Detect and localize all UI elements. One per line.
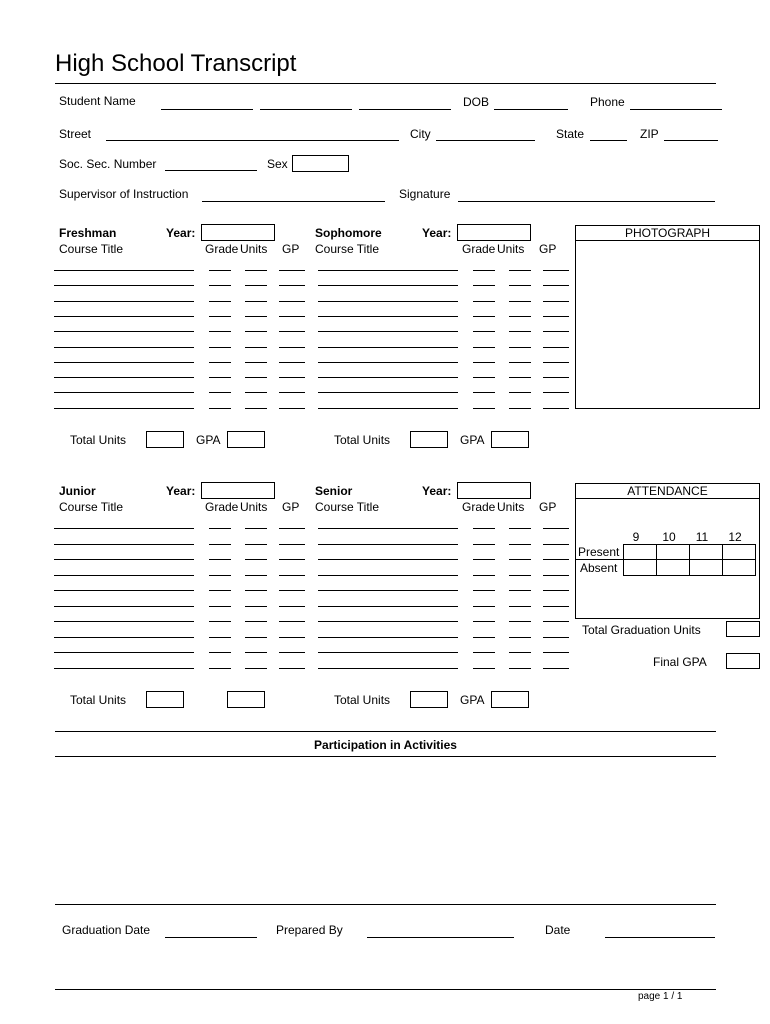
student-name-field-1[interactable]	[161, 109, 253, 110]
freshman-grade-field[interactable]	[209, 270, 231, 271]
sophomore-grade-field[interactable]	[473, 362, 495, 363]
freshman-gp-field[interactable]	[279, 377, 305, 378]
freshman-course-title-field[interactable]	[54, 285, 194, 286]
page-title: High School Transcript	[55, 50, 297, 77]
final-gpa-field[interactable]	[726, 653, 760, 669]
junior-course-title-field[interactable]	[54, 637, 194, 638]
junior-course-title-field[interactable]	[54, 590, 194, 591]
freshman-total-units-label: Total Units	[70, 433, 127, 447]
senior-year-label: Year:	[422, 484, 452, 498]
attendance-header-divider	[575, 498, 760, 499]
freshman-gpa-field[interactable]	[227, 431, 265, 448]
senior-gpa-label: GPA	[460, 693, 485, 707]
sex-field[interactable]	[292, 155, 349, 172]
senior-units-field[interactable]	[509, 575, 531, 576]
sophomore-gp-field[interactable]	[543, 408, 569, 409]
senior-course-title-field[interactable]	[318, 668, 458, 669]
sophomore-units-field[interactable]	[509, 362, 531, 363]
attendance-present-label: Present	[578, 545, 620, 559]
freshman-units-field[interactable]	[245, 362, 267, 363]
senior-units-field[interactable]	[509, 652, 531, 653]
sophomore-units-field[interactable]	[509, 285, 531, 286]
sophomore-course-title-field[interactable]	[318, 331, 458, 332]
senior-course-title-field[interactable]	[318, 637, 458, 638]
street-label: Street	[59, 127, 92, 141]
attendance-present-10[interactable]	[656, 544, 690, 560]
sophomore-total-units-label: Total Units	[334, 433, 391, 447]
sophomore-grade-field[interactable]	[473, 316, 495, 317]
senior-units-field[interactable]	[509, 606, 531, 607]
freshman-units-field[interactable]	[245, 392, 267, 393]
senior-gp-field[interactable]	[543, 621, 569, 622]
sophomore-course-title-field[interactable]	[318, 377, 458, 378]
freshman-grade-field[interactable]	[209, 392, 231, 393]
activities-end-divider	[55, 904, 716, 905]
sex-label: Sex	[267, 157, 288, 171]
junior-units-field[interactable]	[245, 606, 267, 607]
attendance-absent-10[interactable]	[656, 559, 690, 576]
senior-course-title-field[interactable]	[318, 575, 458, 576]
senior-course-title-field[interactable]	[318, 621, 458, 622]
senior-course-title-field[interactable]	[318, 544, 458, 545]
junior-units-field[interactable]	[245, 590, 267, 591]
student-name-field-2[interactable]	[260, 109, 352, 110]
freshman-grade-field[interactable]	[209, 408, 231, 409]
senior-units-field[interactable]	[509, 590, 531, 591]
student-name-field-3[interactable]	[359, 109, 451, 110]
attendance-present-11[interactable]	[689, 544, 723, 560]
sophomore-heading: Sophomore	[315, 226, 382, 240]
junior-grade-field[interactable]	[209, 621, 231, 622]
signature-field[interactable]	[458, 201, 715, 202]
senior-total-units-field[interactable]	[410, 691, 448, 708]
freshman-heading: Freshman	[59, 226, 117, 240]
senior-units-field[interactable]	[509, 528, 531, 529]
freshman-units-header: Units	[240, 242, 268, 256]
junior-gp-field[interactable]	[279, 575, 305, 576]
street-field[interactable]	[106, 140, 399, 141]
junior-heading: Junior	[59, 484, 96, 498]
attendance-absent-12[interactable]	[722, 559, 756, 576]
date-field[interactable]	[605, 937, 715, 938]
senior-grade-field[interactable]	[473, 544, 495, 545]
ssn-label: Soc. Sec. Number	[59, 157, 157, 171]
junior-units-field[interactable]	[245, 575, 267, 576]
footer-divider	[55, 989, 716, 990]
junior-grade-field[interactable]	[209, 575, 231, 576]
dob-label: DOB	[463, 95, 490, 109]
signature-label: Signature	[399, 187, 451, 201]
sophomore-year-field[interactable]	[457, 224, 531, 241]
junior-grade-field[interactable]	[209, 544, 231, 545]
sophomore-course-title-field[interactable]	[318, 347, 458, 348]
prepared-by-label: Prepared By	[276, 923, 343, 937]
junior-gp-field[interactable]	[279, 544, 305, 545]
sophomore-course-title-field[interactable]	[318, 301, 458, 302]
activities-area[interactable]	[55, 758, 716, 902]
sophomore-gp-field[interactable]	[543, 270, 569, 271]
senior-units-header: Units	[497, 500, 525, 514]
attendance-year-10: 10	[662, 530, 676, 544]
city-field[interactable]	[436, 140, 535, 141]
freshman-year-field[interactable]	[201, 224, 275, 241]
supervisor-label: Supervisor of Instruction	[59, 187, 189, 201]
state-label: State	[556, 127, 585, 141]
junior-course-title-field[interactable]	[54, 621, 194, 622]
junior-units-field[interactable]	[245, 637, 267, 638]
sophomore-units-field[interactable]	[509, 408, 531, 409]
junior-units-field[interactable]	[245, 652, 267, 653]
freshman-course-title-field[interactable]	[54, 316, 194, 317]
attendance-absent-11[interactable]	[689, 559, 723, 576]
date-label: Date	[545, 923, 571, 937]
activities-heading: Participation in Activities	[314, 738, 457, 752]
freshman-grade-field[interactable]	[209, 362, 231, 363]
senior-gp-header: GP	[539, 500, 557, 514]
senior-grade-field[interactable]	[473, 637, 495, 638]
senior-grade-field[interactable]	[473, 652, 495, 653]
sophomore-grade-field[interactable]	[473, 377, 495, 378]
freshman-grade-field[interactable]	[209, 301, 231, 302]
sophomore-units-field[interactable]	[509, 347, 531, 348]
senior-course-title-field[interactable]	[318, 590, 458, 591]
ssn-field[interactable]	[165, 170, 257, 171]
freshman-course-title-field[interactable]	[54, 347, 194, 348]
freshman-year-label: Year:	[166, 226, 196, 240]
final-gpa-label: Final GPA	[653, 655, 707, 669]
junior-grade-field[interactable]	[209, 528, 231, 529]
page-number: page 1 / 1	[638, 991, 683, 1002]
attendance-present-9[interactable]	[623, 544, 657, 560]
graduation-date-label: Graduation Date	[62, 923, 151, 937]
sophomore-units-field[interactable]	[509, 270, 531, 271]
sophomore-units-field[interactable]	[509, 377, 531, 378]
prepared-by-field[interactable]	[367, 937, 514, 938]
junior-units-field[interactable]	[245, 621, 267, 622]
senior-units-field[interactable]	[509, 559, 531, 560]
junior-year-field[interactable]	[201, 482, 275, 499]
freshman-units-field[interactable]	[245, 331, 267, 332]
freshman-units-field[interactable]	[245, 285, 267, 286]
junior-course-title-field[interactable]	[54, 544, 194, 545]
supervisor-field[interactable]	[202, 201, 385, 202]
senior-course-title-header: Course Title	[315, 500, 380, 514]
attendance-row-divider	[575, 559, 623, 560]
zip-field[interactable]	[664, 140, 718, 141]
freshman-course-title-field[interactable]	[54, 392, 194, 393]
freshman-course-title-field[interactable]	[54, 331, 194, 332]
freshman-course-title-field[interactable]	[54, 362, 194, 363]
total-graduation-units-label: Total Graduation Units	[582, 623, 701, 637]
state-field[interactable]	[590, 140, 627, 141]
sophomore-total-units-field[interactable]	[410, 431, 448, 448]
senior-gp-field[interactable]	[543, 544, 569, 545]
junior-units-field[interactable]	[245, 528, 267, 529]
sophomore-gp-field[interactable]	[543, 316, 569, 317]
senior-grade-field[interactable]	[473, 621, 495, 622]
title-divider	[55, 83, 716, 84]
senior-gp-field[interactable]	[543, 652, 569, 653]
senior-year-field[interactable]	[457, 482, 531, 499]
senior-grade-field[interactable]	[473, 606, 495, 607]
senior-grade-field[interactable]	[473, 559, 495, 560]
freshman-grade-field[interactable]	[209, 285, 231, 286]
phone-label: Phone	[590, 95, 625, 109]
sophomore-course-title-field[interactable]	[318, 270, 458, 271]
sophomore-units-field[interactable]	[509, 392, 531, 393]
junior-gp-field[interactable]	[279, 606, 305, 607]
junior-grade-field[interactable]	[209, 652, 231, 653]
junior-gp-field[interactable]	[279, 528, 305, 529]
sophomore-gp-field[interactable]	[543, 347, 569, 348]
freshman-units-field[interactable]	[245, 408, 267, 409]
sophomore-grade-header: Grade	[462, 242, 496, 256]
freshman-units-field[interactable]	[245, 347, 267, 348]
junior-gp-field[interactable]	[279, 637, 305, 638]
freshman-gp-field[interactable]	[279, 331, 305, 332]
freshman-grade-field[interactable]	[209, 377, 231, 378]
freshman-course-title-header: Course Title	[59, 242, 124, 256]
junior-total-units-field[interactable]	[146, 691, 184, 708]
attendance-year-11: 11	[695, 530, 709, 544]
sophomore-gp-header: GP	[539, 242, 557, 256]
senior-units-field[interactable]	[509, 637, 531, 638]
junior-course-title-field[interactable]	[54, 652, 194, 653]
sophomore-units-header: Units	[497, 242, 525, 256]
junior-units-header: Units	[240, 500, 268, 514]
freshman-grade-field[interactable]	[209, 316, 231, 317]
sophomore-course-title-field[interactable]	[318, 392, 458, 393]
freshman-course-title-field[interactable]	[54, 377, 194, 378]
freshman-course-title-field[interactable]	[54, 301, 194, 302]
zip-label: ZIP	[640, 127, 659, 141]
senior-gp-field[interactable]	[543, 528, 569, 529]
junior-year-label: Year:	[166, 484, 196, 498]
freshman-gp-field[interactable]	[279, 270, 305, 271]
freshman-gp-field[interactable]	[279, 316, 305, 317]
freshman-gp-field[interactable]	[279, 362, 305, 363]
freshman-gpa-label: GPA	[196, 433, 221, 447]
junior-course-title-field[interactable]	[54, 559, 194, 560]
sophomore-gpa-label: GPA	[460, 433, 485, 447]
junior-gp-field[interactable]	[279, 559, 305, 560]
photograph-label: PHOTOGRAPH	[624, 226, 711, 240]
freshman-grade-field[interactable]	[209, 347, 231, 348]
sophomore-gp-field[interactable]	[543, 377, 569, 378]
activities-bottom-divider	[55, 756, 716, 757]
freshman-units-field[interactable]	[245, 316, 267, 317]
freshman-grade-field[interactable]	[209, 331, 231, 332]
attendance-label: ATTENDANCE	[627, 484, 708, 498]
sophomore-course-title-field[interactable]	[318, 285, 458, 286]
sophomore-grade-field[interactable]	[473, 331, 495, 332]
sophomore-gpa-field[interactable]	[491, 431, 529, 448]
senior-units-field[interactable]	[509, 544, 531, 545]
freshman-grade-header: Grade	[205, 242, 239, 256]
senior-gp-field[interactable]	[543, 637, 569, 638]
freshman-gp-header: GP	[282, 242, 300, 256]
sophomore-grade-field[interactable]	[473, 347, 495, 348]
junior-course-title-header: Course Title	[59, 500, 124, 514]
attendance-year-9: 9	[632, 530, 640, 544]
graduation-date-field[interactable]	[165, 937, 257, 938]
junior-course-title-field[interactable]	[54, 606, 194, 607]
activities-top-divider	[55, 731, 716, 732]
junior-gpa-field[interactable]	[227, 691, 265, 708]
junior-total-units-label: Total Units	[70, 693, 127, 707]
sophomore-gp-field[interactable]	[543, 392, 569, 393]
sophomore-grade-field[interactable]	[473, 392, 495, 393]
senior-grade-field[interactable]	[473, 528, 495, 529]
sophomore-gp-field[interactable]	[543, 285, 569, 286]
sophomore-course-title-field[interactable]	[318, 408, 458, 409]
junior-grade-field[interactable]	[209, 606, 231, 607]
photograph-box[interactable]	[575, 225, 760, 409]
photograph-header-divider	[575, 240, 760, 241]
sophomore-gp-field[interactable]	[543, 331, 569, 332]
sophomore-units-field[interactable]	[509, 316, 531, 317]
freshman-gp-field[interactable]	[279, 301, 305, 302]
senior-grade-field[interactable]	[473, 575, 495, 576]
senior-units-field[interactable]	[509, 621, 531, 622]
freshman-course-title-field[interactable]	[54, 408, 194, 409]
junior-gp-header: GP	[282, 500, 300, 514]
junior-course-title-field[interactable]	[54, 668, 194, 669]
senior-gp-field[interactable]	[543, 606, 569, 607]
junior-grade-field[interactable]	[209, 590, 231, 591]
junior-units-field[interactable]	[245, 559, 267, 560]
sophomore-grade-field[interactable]	[473, 270, 495, 271]
attendance-absent-9[interactable]	[623, 559, 657, 576]
sophomore-course-title-field[interactable]	[318, 362, 458, 363]
dob-field[interactable]	[494, 109, 568, 110]
junior-course-title-field[interactable]	[54, 528, 194, 529]
senior-gp-field[interactable]	[543, 559, 569, 560]
junior-grade-field[interactable]	[209, 637, 231, 638]
sophomore-course-title-header: Course Title	[315, 242, 380, 256]
sophomore-gp-field[interactable]	[543, 301, 569, 302]
senior-heading: Senior	[315, 484, 353, 498]
senior-course-title-field[interactable]	[318, 606, 458, 607]
sophomore-units-field[interactable]	[509, 331, 531, 332]
junior-gp-field[interactable]	[279, 668, 305, 669]
senior-units-field[interactable]	[509, 668, 531, 669]
junior-grade-header: Grade	[205, 500, 239, 514]
senior-grade-header: Grade	[462, 500, 496, 514]
junior-gp-field[interactable]	[279, 621, 305, 622]
senior-gp-field[interactable]	[543, 668, 569, 669]
senior-gp-field[interactable]	[543, 590, 569, 591]
senior-grade-field[interactable]	[473, 590, 495, 591]
sophomore-year-label: Year:	[422, 226, 452, 240]
attendance-year-12: 12	[728, 530, 742, 544]
sophomore-grade-field[interactable]	[473, 285, 495, 286]
senior-course-title-field[interactable]	[318, 559, 458, 560]
freshman-units-field[interactable]	[245, 301, 267, 302]
junior-course-title-field[interactable]	[54, 575, 194, 576]
freshman-units-field[interactable]	[245, 377, 267, 378]
junior-grade-field[interactable]	[209, 668, 231, 669]
senior-gp-field[interactable]	[543, 575, 569, 576]
junior-units-field[interactable]	[245, 544, 267, 545]
junior-units-field[interactable]	[245, 668, 267, 669]
freshman-gp-field[interactable]	[279, 392, 305, 393]
junior-gp-field[interactable]	[279, 590, 305, 591]
junior-gp-field[interactable]	[279, 652, 305, 653]
junior-grade-field[interactable]	[209, 559, 231, 560]
phone-field[interactable]	[630, 109, 722, 110]
senior-course-title-field[interactable]	[318, 652, 458, 653]
senior-total-units-label: Total Units	[334, 693, 391, 707]
freshman-gp-field[interactable]	[279, 285, 305, 286]
sophomore-grade-field[interactable]	[473, 301, 495, 302]
freshman-total-units-field[interactable]	[146, 431, 184, 448]
attendance-absent-label: Absent	[580, 561, 618, 575]
senior-gpa-field[interactable]	[491, 691, 529, 708]
freshman-gp-field[interactable]	[279, 347, 305, 348]
senior-grade-field[interactable]	[473, 668, 495, 669]
senior-course-title-field[interactable]	[318, 528, 458, 529]
sophomore-course-title-field[interactable]	[318, 316, 458, 317]
freshman-gp-field[interactable]	[279, 408, 305, 409]
student-name-label: Student Name	[59, 94, 136, 108]
total-graduation-units-field[interactable]	[726, 621, 760, 637]
sophomore-grade-field[interactable]	[473, 408, 495, 409]
freshman-course-title-field[interactable]	[54, 270, 194, 271]
sophomore-units-field[interactable]	[509, 301, 531, 302]
sophomore-gp-field[interactable]	[543, 362, 569, 363]
freshman-units-field[interactable]	[245, 270, 267, 271]
city-label: City	[410, 127, 431, 141]
attendance-present-12[interactable]	[722, 544, 756, 560]
